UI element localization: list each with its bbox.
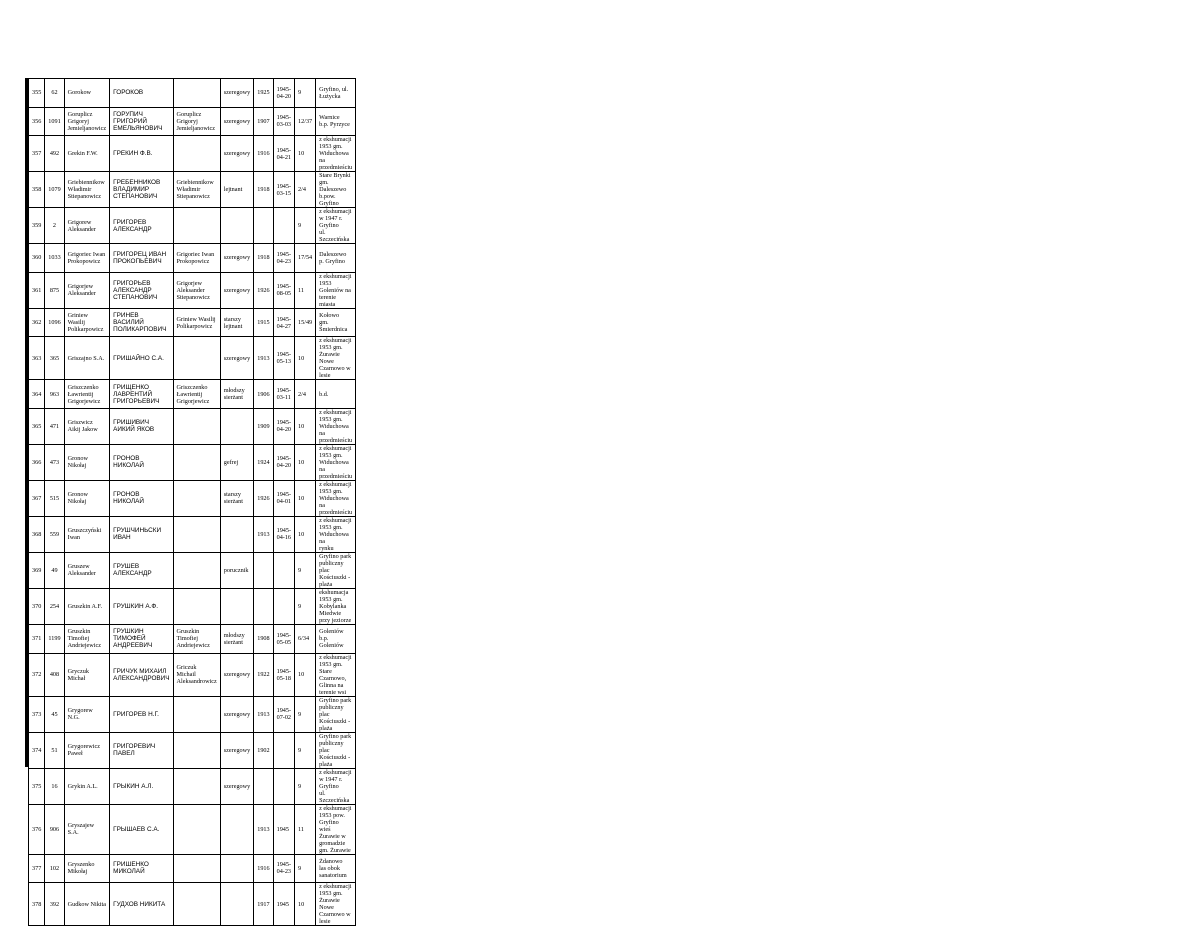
rank-cell: młodszy sierżant [220,380,253,409]
burial-place-cell: Warnice b.p. Pyrzyce [316,107,356,136]
record-number-cell: 365 [29,408,45,444]
death-date-cell: 1945-03-11 [273,380,294,409]
grave-ref-cell: 10 [295,883,316,926]
rank-cell [220,804,253,854]
record-number-cell: 377 [29,854,45,883]
death-date-cell: 1945-04-23 [273,244,294,273]
name-cyrillic-cell: ГРУШКИН А.Ф. [110,588,173,624]
table-row [29,854,356,883]
birth-year-cell: 1922 [254,653,273,696]
birth-year-cell [254,588,273,624]
table-row [29,208,356,244]
record-number-cell: 360 [29,244,45,273]
name-original-cell: Griebiennikow Władimir Stiepanowicz [173,172,220,208]
rank-cell [220,408,253,444]
registry-id-cell: 102 [45,854,64,883]
name-latin-cell: Grekin F.W. [64,136,109,172]
grave-ref-cell: 17/54 [295,244,316,273]
name-original-cell: Griniew Wasilij Polikarpowicz [173,308,220,337]
grave-ref-cell: 9 [295,696,316,732]
name-original-cell [173,768,220,804]
death-date-cell [273,732,294,768]
birth-year-cell: 1916 [254,854,273,883]
burial-place-cell: Daleszewo p. Gryfino [316,244,356,273]
burial-place-cell: Gryfino park publiczny plac Kościuszki - plaża [316,732,356,768]
rank-cell [220,883,253,926]
birth-year-cell: 1906 [254,380,273,409]
rank-cell: gefrej [220,444,253,480]
death-date-cell: 1945-04-27 [273,308,294,337]
record-number-cell: 362 [29,308,45,337]
registry-id-cell: 471 [45,408,64,444]
birth-year-cell [254,768,273,804]
name-cyrillic-cell: ГРЕКИН Ф.В. [110,136,173,172]
record-number-cell: 358 [29,172,45,208]
record-number-cell: 367 [29,480,45,516]
name-original-cell [173,732,220,768]
rank-cell: szeregowy [220,136,253,172]
birth-year-cell: 1913 [254,804,273,854]
registry-id-cell: 473 [45,444,64,480]
name-latin-cell: Goruplicz Grigoryj Jemieljanowicz [64,107,109,136]
burial-place-cell: z ekshumacji 1953 gm. Widuchowa na przedmieściu [316,408,356,444]
birth-year-cell [254,552,273,588]
grave-ref-cell: 9 [295,768,316,804]
name-original-cell [173,588,220,624]
name-cyrillic-cell: ГРИГОРЕВ АЛЕКСАНДР [110,208,173,244]
death-date-cell [273,768,294,804]
records-table-body [29,79,356,926]
name-latin-cell: Griniew Wasilij Polikarpowicz [64,308,109,337]
birth-year-cell: 1918 [254,244,273,273]
rank-cell: szeregowy [220,768,253,804]
name-latin-cell: Grigorew Aleksander [64,208,109,244]
rank-cell [220,854,253,883]
table-row [29,732,356,768]
table-row [29,107,356,136]
record-number-cell: 372 [29,653,45,696]
grave-ref-cell: 9 [295,588,316,624]
registry-id-cell: 1033 [45,244,64,273]
death-date-cell: 1945-04-20 [273,408,294,444]
record-number-cell: 359 [29,208,45,244]
record-number-cell: 378 [29,883,45,926]
burial-place-cell: z ekshumacji 1953 gm. Stare Czarnowo, Glinna na terenie wsi [316,653,356,696]
name-cyrillic-cell: ГРУШЕВ АЛЕКСАНДР [110,552,173,588]
table-row [29,79,356,108]
table-row [29,480,356,516]
name-latin-cell: Griszczenko Ławrientij Grigorjewicz [64,380,109,409]
name-original-cell [173,854,220,883]
records-table [28,78,356,926]
name-cyrillic-cell: ГРИГОРЕВ Н.Г. [110,696,173,732]
death-date-cell: 1945 [273,883,294,926]
registry-id-cell: 515 [45,480,64,516]
name-original-cell: Goruplicz Grigoryj Jemieljanowicz [173,107,220,136]
grave-ref-cell: 10 [295,337,316,380]
registry-id-cell: 254 [45,588,64,624]
death-date-cell: 1945-03-15 [273,172,294,208]
name-latin-cell: Gronow Nikołaj [64,480,109,516]
name-cyrillic-cell: ГОРУПИЧ ГРИГОРИЙ ЕМЕЛЬЯНОВИЧ [110,107,173,136]
grave-ref-cell: 15/49 [295,308,316,337]
burial-place-cell: Gryfino park publiczny plac Kościuszki - plaża [316,696,356,732]
grave-ref-cell: 9 [295,79,316,108]
table-row [29,883,356,926]
grave-ref-cell: 10 [295,444,316,480]
record-number-cell: 373 [29,696,45,732]
birth-year-cell: 1925 [254,79,273,108]
burial-place-cell: ekshumacja 1953 gm. Kobylanka Miedwie przy jeziorze [316,588,356,624]
name-cyrillic-cell: ГОРОКОВ [110,79,173,108]
grave-ref-cell: 9 [295,854,316,883]
name-cyrillic-cell: ГРЫКИН А.Л. [110,768,173,804]
birth-year-cell: 1916 [254,136,273,172]
name-cyrillic-cell: ГРИШИВИЧ АИКИЙ ЯКОВ [110,408,173,444]
name-cyrillic-cell: ГРУШКИН ТИМОФЕЙ АНДРЕЕВИЧ [110,624,173,653]
record-number-cell: 375 [29,768,45,804]
table-row [29,272,356,308]
rank-cell: szeregowy [220,244,253,273]
death-date-cell: 1945-08-05 [273,272,294,308]
registry-id-cell: 62 [45,79,64,108]
name-latin-cell: Gryszenko Mikołaj [64,854,109,883]
burial-place-cell: z ekshumacji 1953 gm. Żurawie Nowe Czarnowo w lesie [316,337,356,380]
rank-cell: szeregowy [220,272,253,308]
death-date-cell: 1945-04-23 [273,854,294,883]
record-number-cell: 356 [29,107,45,136]
rank-cell: starszy sierżant [220,480,253,516]
table-row [29,408,356,444]
rank-cell: szeregowy [220,696,253,732]
birth-year-cell: 1908 [254,624,273,653]
grave-ref-cell: 9 [295,552,316,588]
name-original-cell: Grigoriec Iwan Prokopowicz [173,244,220,273]
birth-year-cell: 1917 [254,883,273,926]
rank-cell [220,208,253,244]
name-cyrillic-cell: ГРИГОРЬЕВ АЛЕКСАНДР СТЕПАНОВИЧ [110,272,173,308]
registry-id-cell: 16 [45,768,64,804]
burial-place-cell: z ekshumacji 1953 gm. Widuchowa na przedmieściu [316,480,356,516]
name-cyrillic-cell: ГРОНОВ НИКОЛАЙ [110,480,173,516]
table-row [29,172,356,208]
death-date-cell: 1945-04-01 [273,480,294,516]
grave-ref-cell: 10 [295,653,316,696]
burial-place-cell: Żdanowo las obok sanatorium [316,854,356,883]
name-original-cell [173,208,220,244]
name-original-cell [173,516,220,552]
burial-place-cell: b.d. [316,380,356,409]
table-row [29,653,356,696]
name-latin-cell: Gudkow Nikita [64,883,109,926]
grave-ref-cell: 10 [295,136,316,172]
death-date-cell: 1945-05-05 [273,624,294,653]
registry-id-cell: 365 [45,337,64,380]
burial-place-cell: Kołowo gm. Śmierdnica [316,308,356,337]
table-row [29,624,356,653]
name-latin-cell: Griszwicz Aikij Jakow [64,408,109,444]
registry-id-cell: 392 [45,883,64,926]
table-row [29,136,356,172]
death-date-cell: 1945-07-02 [273,696,294,732]
registry-id-cell: 559 [45,516,64,552]
name-cyrillic-cell: ГУДХОВ НИКИТА [110,883,173,926]
name-latin-cell: Gryszajew S.A. [64,804,109,854]
grave-ref-cell: 2/4 [295,380,316,409]
burial-place-cell: Goleniów b.p. Goleniów [316,624,356,653]
birth-year-cell: 1915 [254,308,273,337]
death-date-cell: 1945-05-18 [273,653,294,696]
registry-id-cell: 49 [45,552,64,588]
burial-place-cell: z ekshumacji w 1947 r. Gryfino ul. Szczecińska [316,208,356,244]
burial-place-cell: Gryfino park publiczny plac Kościuszki - plaża [316,552,356,588]
registry-id-cell: 1199 [45,624,64,653]
name-original-cell [173,696,220,732]
table-row [29,696,356,732]
grave-ref-cell: 11 [295,272,316,308]
name-original-cell [173,408,220,444]
rank-cell: szeregowy [220,732,253,768]
table-row [29,804,356,854]
name-original-cell [173,136,220,172]
death-date-cell: 1945 [273,804,294,854]
registry-id-cell: 45 [45,696,64,732]
burial-place-cell: z ekshumacji 1953 Goleniów na terenie miasta [316,272,356,308]
rank-cell: starszy lejtnant [220,308,253,337]
name-latin-cell: Gruszkin A.F. [64,588,109,624]
name-cyrillic-cell: ГРИГОРЕЦ ИВАН ПРОКОПЬЕВИЧ [110,244,173,273]
name-cyrillic-cell: ГРИЩЕНКО ЛАВРЕНТИЙ ГРИГОРЬЕВИЧ [110,380,173,409]
name-latin-cell: Grykin A.L. [64,768,109,804]
name-latin-cell: Griszajno S.A. [64,337,109,380]
birth-year-cell [254,208,273,244]
table-row [29,768,356,804]
name-cyrillic-cell: ГРОНОВ НИКОЛАЙ [110,444,173,480]
burial-place-cell: Gryfino, ul. Łużycka [316,79,356,108]
registry-id-cell: 408 [45,653,64,696]
rank-cell: porucznik [220,552,253,588]
name-cyrillic-cell: ГРУШЧИНЬСКИ ИВАН [110,516,173,552]
birth-year-cell: 1913 [254,337,273,380]
death-date-cell [273,208,294,244]
table-row [29,588,356,624]
burial-place-cell: z ekshumacji w 1947 r. Gryfino ul. Szczecińska [316,768,356,804]
burial-place-cell: z ekshumacji 1953 gm. Żurawie Nowe Czarnowo w lesie [316,883,356,926]
name-original-cell [173,79,220,108]
death-date-cell [273,588,294,624]
rank-cell: młodszy sierżant [220,624,253,653]
name-latin-cell: Gronow Nikołaj [64,444,109,480]
death-date-cell: 1945-04-16 [273,516,294,552]
rank-cell [220,516,253,552]
table-row [29,444,356,480]
registry-id-cell: 906 [45,804,64,854]
rank-cell: szeregowy [220,337,253,380]
birth-year-cell: 1909 [254,408,273,444]
name-cyrillic-cell: ГРИГОРЕВИЧ ПАВЕЛ [110,732,173,768]
name-latin-cell: Gryczuk Michał [64,653,109,696]
birth-year-cell: 1913 [254,516,273,552]
rank-cell [220,588,253,624]
death-date-cell: 1945-04-20 [273,444,294,480]
name-latin-cell: Grigoriec Iwan Prokopowicz [64,244,109,273]
name-latin-cell: Gorokow [64,79,109,108]
name-latin-cell: Gruszczyński Iwan [64,516,109,552]
name-original-cell [173,883,220,926]
table-row [29,244,356,273]
record-number-cell: 363 [29,337,45,380]
registry-id-cell: 1079 [45,172,64,208]
rank-cell: szeregowy [220,653,253,696]
registry-id-cell: 492 [45,136,64,172]
name-original-cell [173,444,220,480]
rank-cell: lejtnant [220,172,253,208]
name-original-cell [173,552,220,588]
name-latin-cell: Gruszew Aleksander [64,552,109,588]
grave-ref-cell: 12/37 [295,107,316,136]
record-number-cell: 370 [29,588,45,624]
name-cyrillic-cell: ГРЫШАЕВ С.А. [110,804,173,854]
name-original-cell: Gruszkin Timofiej Andriejewicz [173,624,220,653]
grave-ref-cell: 10 [295,480,316,516]
grave-ref-cell: 11 [295,804,316,854]
birth-year-cell: 1913 [254,696,273,732]
name-cyrillic-cell: ГРИНЕВ ВАСИЛИЙ ПОЛИКАРПОВИЧ [110,308,173,337]
table-row [29,380,356,409]
birth-year-cell: 1926 [254,480,273,516]
birth-year-cell: 1926 [254,272,273,308]
death-date-cell: 1945-04-21 [273,136,294,172]
name-cyrillic-cell: ГРИШАЙНО С.А. [110,337,173,380]
birth-year-cell: 1902 [254,732,273,768]
death-date-cell [273,552,294,588]
record-number-cell: 366 [29,444,45,480]
birth-year-cell: 1907 [254,107,273,136]
grave-ref-cell: 6/34 [295,624,316,653]
table-row [29,337,356,380]
grave-ref-cell: 9 [295,208,316,244]
death-date-cell: 1945-04-20 [273,79,294,108]
registry-id-cell: 1096 [45,308,64,337]
record-number-cell: 368 [29,516,45,552]
record-number-cell: 361 [29,272,45,308]
record-number-cell: 374 [29,732,45,768]
name-original-cell: Griczuk Michail Aleksandrowicz [173,653,220,696]
name-latin-cell: Gruszkin Timofiej Andriejewicz [64,624,109,653]
burial-place-cell: z ekshumacji 1953 pow. Gryfino wieś Żurawie w gromadzie gm. Żurawie [316,804,356,854]
name-original-cell [173,337,220,380]
record-number-cell: 355 [29,79,45,108]
birth-year-cell: 1924 [254,444,273,480]
registry-id-cell: 2 [45,208,64,244]
name-original-cell [173,804,220,854]
rank-cell: szeregowy [220,79,253,108]
record-number-cell: 369 [29,552,45,588]
birth-year-cell: 1918 [254,172,273,208]
record-number-cell: 364 [29,380,45,409]
name-original-cell [173,480,220,516]
record-number-cell: 371 [29,624,45,653]
record-number-cell: 357 [29,136,45,172]
table-row [29,516,356,552]
burial-place-cell: z ekshumacji 1953 gm. Widuchowa na przedmieściu [316,136,356,172]
grave-ref-cell: 9 [295,732,316,768]
grave-ref-cell: 2/4 [295,172,316,208]
name-latin-cell: Grigorjew Aleksander [64,272,109,308]
name-cyrillic-cell: ГРИЧУК МИХАИЛ АЛЕКСАНДРОВИЧ [110,653,173,696]
name-latin-cell: Grygorewicz Paweł [64,732,109,768]
name-cyrillic-cell: ГРИШЕНКО МИКОЛАЙ [110,854,173,883]
rank-cell: szeregowy [220,107,253,136]
death-date-cell: 1945-03-03 [273,107,294,136]
grave-ref-cell: 10 [295,516,316,552]
death-date-cell: 1945-05-13 [273,337,294,380]
registry-id-cell: 51 [45,732,64,768]
registry-id-cell: 1091 [45,107,64,136]
name-original-cell: Griszczenko Ławrientij Grigorjewicz [173,380,220,409]
registry-id-cell: 875 [45,272,64,308]
grave-ref-cell: 10 [295,408,316,444]
name-latin-cell: Grygorew N.G. [64,696,109,732]
table-row [29,308,356,337]
name-original-cell: Grigorjew Aleksander Stiepanowicz [173,272,220,308]
name-latin-cell: Griebiennikow Władimir Stiepanowicz [64,172,109,208]
table-row [29,552,356,588]
burial-place-cell: z ekshumacji 1953 gm. Widuchowa na przedmieściu [316,444,356,480]
record-number-cell: 376 [29,804,45,854]
burial-place-cell: z ekshumacji 1953 gm. Widuchowa na rynku [316,516,356,552]
registry-id-cell: 963 [45,380,64,409]
name-cyrillic-cell: ГРЕБЕННИКОВ ВЛАДИМИР СТЕПАНОВИЧ [110,172,173,208]
burial-place-cell: Stare Brynki gm. Daleszewo b.pow. Gryfino [316,172,356,208]
